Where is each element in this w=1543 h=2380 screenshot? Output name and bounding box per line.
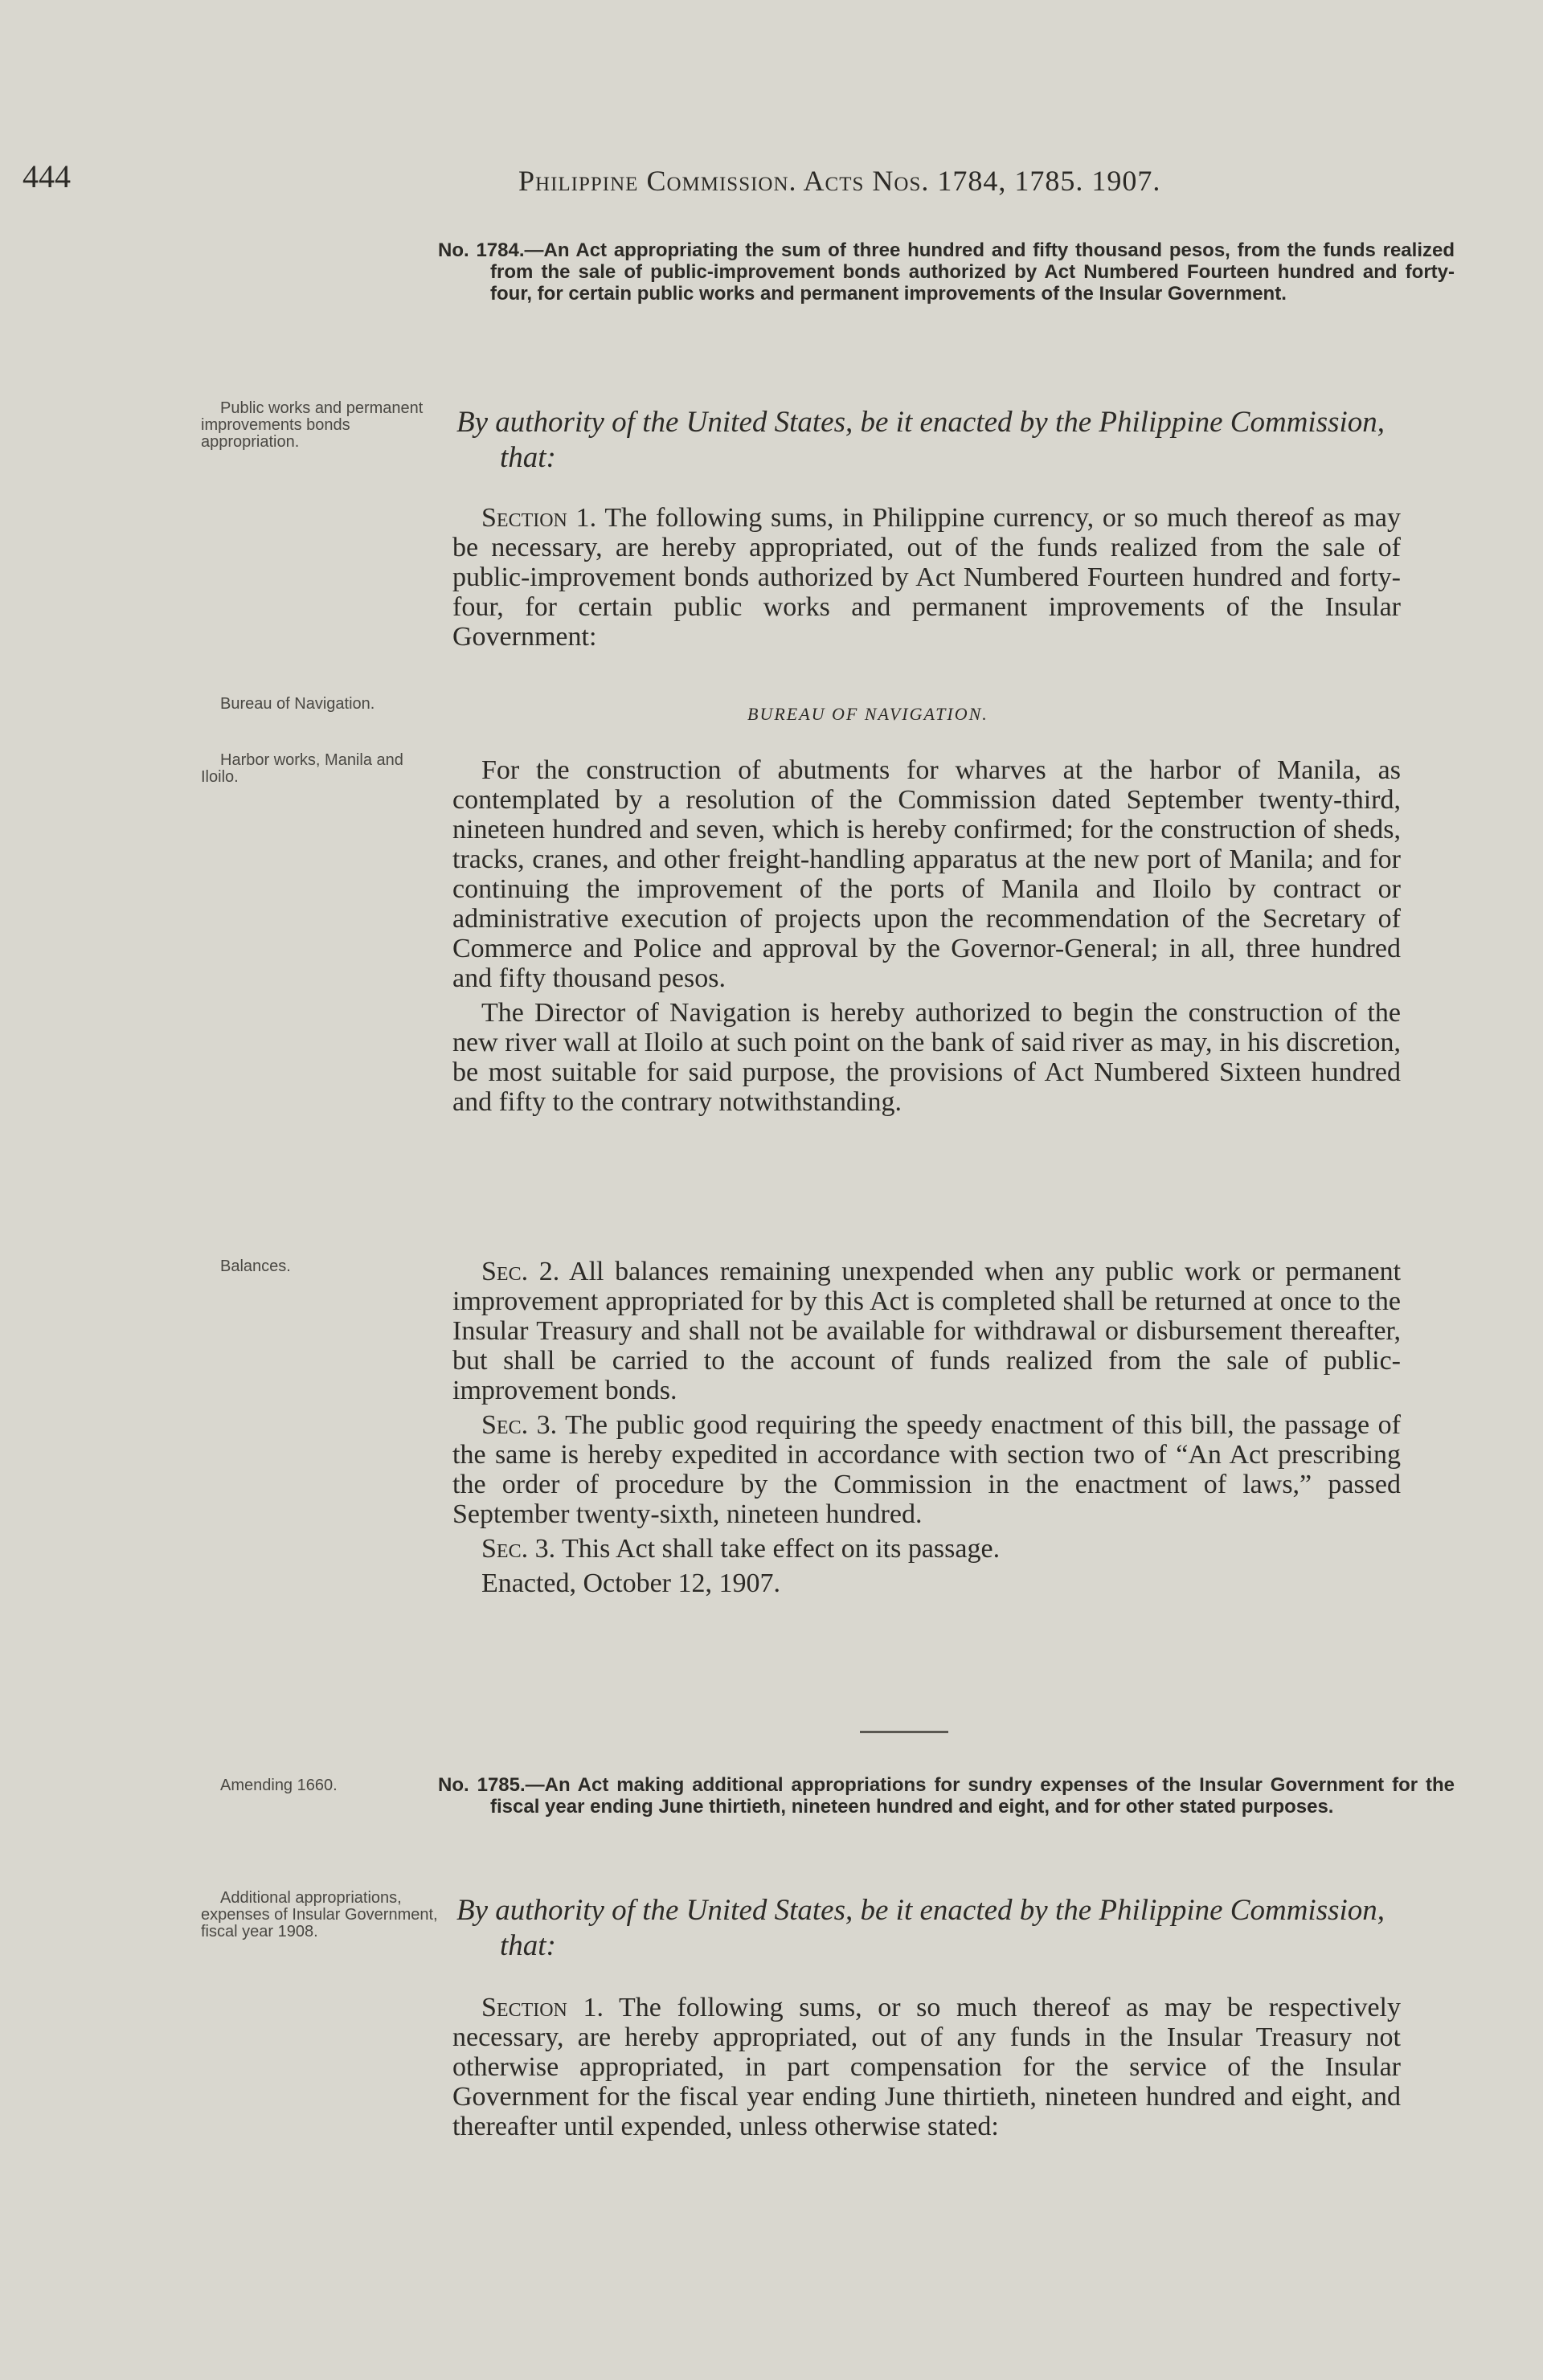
sec-3-text: The public good requiring the speedy enactment of this bill, the passage of the same is hereby expedited in accordance with section two of “An Act prescribing the order of procedure by the Commission in the enactment of laws,” passed September twenty-sixth, nineteen hundred. — [452, 1410, 1401, 1529]
act-1785-section-1 — [452, 1993, 1401, 2146]
margin-note-harbor-works: Harbor works, Manila and Iloilo. — [201, 751, 403, 786]
running-head: Philippine Commission. Acts Nos. 1784, 1785. 1907. — [518, 165, 1161, 197]
section-divider-rule — [860, 1731, 948, 1733]
act-1785-enacting-clause: By authority of the United States, be it enacted by the Philippine Commission, that: — [456, 1894, 1385, 1962]
act-1784-appropriation-paragraphs — [452, 755, 1401, 1122]
paragraph-harbor-works: For the construction of abutments for wharves at the harbor of Manila, as contemplated by a resolution of the Commission dated September twenty-third, nineteen hundred and seven, which is hereby confirmed; for the construction of sheds, tracks, cranes, and other freight-handling apparatus at the new port of Manila; and for continuing the improvement of the ports of Manila and Iloilo by contract or administrative execution of projects upon the recommendation of the Secretary of Commerce and Police and approval by the Governor-General; in all, three hundred and fifty thousand pesos. — [452, 755, 1401, 993]
act-1784-heading: No. 1784.—An Act appropriating the sum of three hundred and fifty thousand pesos, from the funds realized from the sale of public-improvement bonds authorized by Act Numbered Fourteen hundred and forty-four, for certain public works and permanent improvements of the Insular Government. — [438, 239, 1455, 305]
section-label: Section 1. — [481, 1993, 604, 2022]
margin-note-additional-appropriations: Additional appropriations, expenses of Insular Government, fiscal year 1908. — [201, 1889, 438, 1940]
sec-2-label: Sec. 2. — [481, 1257, 560, 1286]
subheading-bureau-navigation: BUREAU OF NAVIGATION. — [747, 704, 988, 724]
act-1785-heading: No. 1785.—An Act making additional appropriations for sundry expenses of the Insular Government for the fiscal year ending June thirtieth, nineteen hundred and eight, and for other stated purposes. — [438, 1774, 1455, 1818]
act-1784-later-sections — [452, 1257, 1401, 1603]
page-number: 444 — [23, 158, 71, 194]
section-text: The following sums, or so much thereof as may be respectively necessary, are hereby appropriated, out of any funds in the Insular Treasury not otherwise appropriated, in part compensation for the service of the Insular Government for the fiscal year ending June thirtieth, nineteen hundred and eight, and thereafter until expended, unless otherwise stated: — [452, 1993, 1401, 2141]
act-1784-enacting-clause: By authority of the United States, be it enacted by the Philippine Commission, that: — [456, 406, 1385, 474]
sec-3-second-label: Sec. 3. — [481, 1534, 556, 1564]
enacted-date: Enacted, October 12, 1907. — [481, 1568, 780, 1598]
margin-note-amending: Amending 1660. — [220, 1777, 338, 1794]
sec-2-text: All balances remaining unexpended when any public work or permanent improvement appropriated for by this Act is completed shall be returned at once to the Insular Treasury and shall not be available for withdrawal or disbursement thereafter, but shall be carried to the account of funds realized from the sale of public-improvement bonds. — [452, 1257, 1402, 1405]
margin-note-balances: Balances. — [220, 1257, 291, 1275]
act-1784-section-1 — [452, 503, 1401, 656]
sec-3-label: Sec. 3. — [481, 1410, 558, 1440]
sec-3-second-text: This Act shall take effect on its passage. — [561, 1534, 1001, 1564]
margin-note-public-works: Public works and permanent improvements bonds appropriation. — [201, 399, 424, 451]
paragraph-director-navigation: The Director of Navigation is hereby authorized to begin the construction of the new river wall at Iloilo at such point on the bank of said river as may, in his discretion, be most suitable for said purpose, the provisions of Act Numbered Sixteen hundred and fifty to the contrary notwithstanding. — [452, 998, 1401, 1117]
section-label: Section 1. — [481, 503, 597, 533]
section-text: The following sums, in Philippine currency, or so much thereof as may be necessary, are hereby appropriated, out of the funds realized from the sale of public-improvement bonds authorized by Act Numbered Fourteen hundred and forty-four, for certain public works and permanent improvements of the Insular Government: — [452, 503, 1401, 652]
margin-note-bureau-navigation: Bureau of Navigation. — [220, 695, 375, 713]
